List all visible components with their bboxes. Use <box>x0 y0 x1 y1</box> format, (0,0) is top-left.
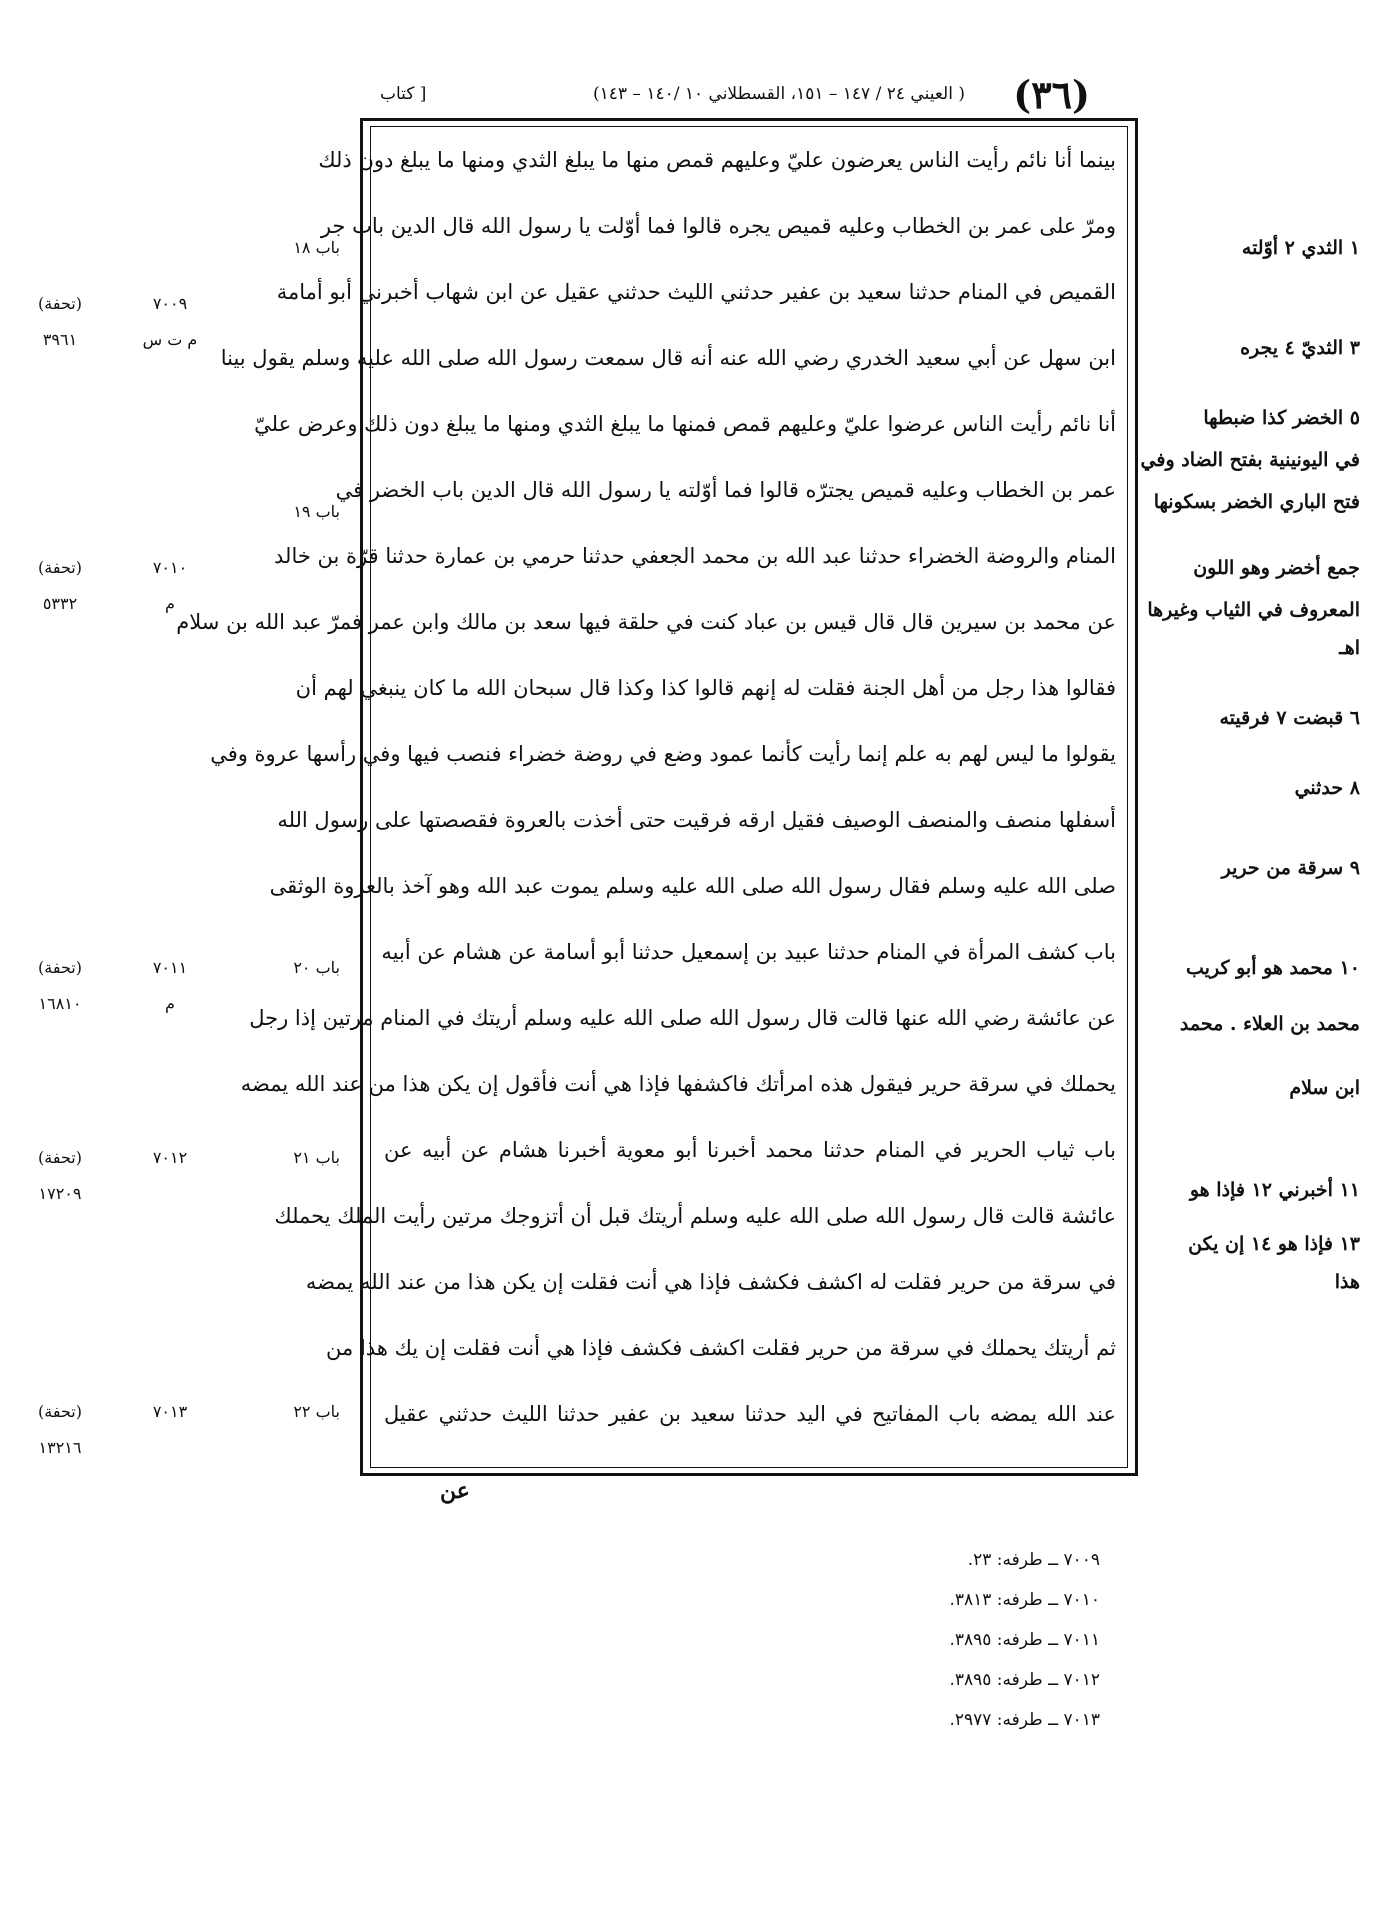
footnote: ٧٠١٠ ــ طرفه: ٣٨١٣. <box>949 1590 1100 1610</box>
running-title: ( العيني ٢٤ / ١٤٧ – ١٥١، القسطلاني ١٠ /١٤٠ – ١٤٣) <box>592 84 965 104</box>
text-line: بينما أنا نائم رأيت الناس يعرضون عليّ وعليهم قمص منها ما يبلغ الثدي ومنها ما يبلغ دون ذلك <box>318 148 1116 172</box>
hadith-number: ٧٠١٢ <box>152 1148 188 1167</box>
tuhfa-label: (تحفة) <box>38 294 82 313</box>
margin-note: المعروف في الثياب وغيرها <box>1147 599 1360 621</box>
margin-note: ٦ قبضت ٧ فرقيته <box>1219 707 1360 729</box>
hadith-collections: م <box>165 594 175 613</box>
footnote: ٧٠١١ ــ طرفه: ٣٨٩٥. <box>949 1630 1100 1650</box>
footnote: ٧٠١٢ ــ طرفه: ٣٨٩٥. <box>949 1670 1100 1690</box>
book-word: [ كتاب <box>380 84 427 104</box>
hadith-number: ٧٠١١ <box>152 958 188 977</box>
hadith-collections: م <box>165 994 175 1013</box>
bab-ref-row <box>0 958 350 1013</box>
text-line: ثم أريتك يحملك في سرقة من حرير فقلت اكشف فكشف فإذا هي أنت فقلت إن يك هذا من <box>326 1336 1116 1360</box>
footnote: ٧٠١٣ ــ طرفه: ٢٩٧٧. <box>949 1710 1100 1730</box>
tuhfa-number: ٥٣٣٢ <box>42 594 78 613</box>
tuhfa-number: ١٣٢١٦ <box>38 1438 82 1457</box>
margin-note: ابن سلام <box>1289 1077 1360 1099</box>
left-reference-column <box>0 0 350 1500</box>
tuhfa-number: ٣٩٦١ <box>42 330 78 349</box>
margin-note: جمع أخضر وهو اللون <box>1193 557 1360 579</box>
text-line: عائشة قالت قال رسول الله صلى الله عليه وسلم أريتك قبل أن أتزوجك مرتين رأيت الملك يحملك <box>274 1204 1116 1228</box>
tuhfa-label: (تحفة) <box>38 1402 82 1421</box>
text-line: المنام والروضة الخضراء حدثنا عبد الله بن محمد الجعفي حدثنا حرمي بن عمارة حدثنا قرّة بن خالد <box>274 544 1116 568</box>
bab-ref-row <box>0 238 350 349</box>
tuhfa-label: (تحفة) <box>38 958 82 977</box>
hadith-number: ٧٠١٠ <box>152 558 188 577</box>
margin-note: ١١ أخبرني ١٢ فإذا هو <box>1189 1179 1360 1201</box>
hadith-number: ٧٠٠٩ <box>152 294 188 313</box>
bab-number: باب ١٩ <box>293 502 340 521</box>
text-line: عمر بن الخطاب وعليه قميص يجترّه قالوا فما أوّلته يا رسول الله قال الدين باب الخضر في <box>335 478 1116 502</box>
margin-note: في اليونينية بفتح الضاد وفي <box>1140 449 1360 471</box>
margin-note: هذا <box>1334 1271 1360 1293</box>
text-line: باب كشف المرأة في المنام حدثنا عبيد بن إسمعيل حدثنا أبو أسامة عن هشام عن أبيه <box>381 940 1116 964</box>
text-line: ومرّ على عمر بن الخطاب وعليه قميص يجره قالوا فما أوّلت يا رسول الله قال الدين باب جر <box>320 214 1116 238</box>
text-line: يحملك في سرقة حرير فيقول هذه امرأتك فاكشفها فإذا هي أنت فأقول إن يكن هذا من عند الله يمضه <box>240 1072 1116 1096</box>
tuhfa-label: (تحفة) <box>38 558 82 577</box>
bab-number: باب ٢٢ <box>293 1402 340 1421</box>
footnote: ٧٠٠٩ ــ طرفه: ٢٣. <box>967 1550 1100 1570</box>
margin-note: ٩ سرقة من حرير <box>1221 857 1360 879</box>
text-line: عن عائشة رضي الله عنها قالت قال رسول الله صلى الله عليه وسلم أريتك في المنام مرتين إذا رجل <box>249 1006 1116 1030</box>
text-line: فقالوا هذا رجل من أهل الجنة فقلت له إنهم قالوا كذا وكذا قال سبحان الله ما كان ينبغي لهم أن <box>295 676 1116 700</box>
bab-ref-row <box>0 1402 350 1457</box>
tuhfa-number: ١٧٢٠٩ <box>38 1184 82 1203</box>
margin-note: ١ الثدي ٢ أوّلته <box>1241 237 1360 259</box>
margin-note: ٣ الثديّ ٤ يجره <box>1240 337 1360 359</box>
catchword: عن <box>440 1478 470 1504</box>
text-line: أنا نائم رأيت الناس عرضوا عليّ وعليهم قمص فمنها ما يبلغ الثدي ومنها ما يبلغ دون ذلك وعرض عليّ <box>254 412 1116 436</box>
bab-ref-row <box>0 1148 350 1203</box>
margin-note: اهـ <box>1339 637 1360 659</box>
bab-number: باب ١٨ <box>293 238 340 257</box>
text-line: القميص في المنام حدثنا سعيد بن عفير حدثني الليث حدثني عقيل عن ابن شهاب أخبرني أبو أمامة <box>276 280 1116 304</box>
text-line: باب ثياب الحرير في المنام حدثنا محمد أخبرنا أبو معوية أخبرنا هشام عن أبيه عن <box>384 1138 1116 1162</box>
text-line: ابن سهل عن أبي سعيد الخدري رضي الله عنه أنه قال سمعت رسول الله صلى الله عليه وسلم يقول بينا <box>220 346 1116 370</box>
page-number: (٣٦) <box>1013 72 1090 117</box>
margin-note: ٨ حدثني <box>1294 777 1360 799</box>
margin-note: فتح الباري الخضر بسكونها <box>1153 491 1360 513</box>
bab-number: باب ٢١ <box>293 1148 340 1167</box>
margin-note: محمد بن العلاء . محمد <box>1179 1013 1360 1035</box>
margin-note: ٥ الخضر كذا ضبطها <box>1203 407 1360 429</box>
hadith-number: ٧٠١٣ <box>152 1402 188 1421</box>
margin-note: ١٠ محمد هو أبو كريب <box>1186 957 1360 979</box>
text-line: عن محمد بن سيرين قال قال قيس بن عباد كنت في حلقة فيها سعد بن مالك وابن عمر فمرّ عبد الله بن سلام <box>176 610 1116 634</box>
text-line: يقولوا ما ليس لهم به علم إنما رأيت كأنما عمود وضع في روضة خضراء فنصب فيها وفي رأسها عروة وفي <box>210 742 1116 766</box>
tuhfa-number: ١٦٨١٠ <box>38 994 82 1013</box>
text-line: صلى الله عليه وسلم فقال رسول الله صلى الله عليه وسلم يموت عبد الله وهو آخذ بالعروة الوثقى <box>269 874 1116 898</box>
margin-note: ١٣ فإذا هو ١٤ إن يكن <box>1188 1233 1360 1255</box>
hadith-collections: م ت س <box>142 330 198 349</box>
bab-ref-row <box>0 502 350 613</box>
bab-number: باب ٢٠ <box>293 958 340 977</box>
margin-notes <box>1140 190 1360 1330</box>
text-line: في سرقة من حرير فقلت له اكشف فكشف فإذا هي أنت فقلت إن يكن هذا من عند الله يمضه <box>305 1270 1116 1294</box>
text-line: عند الله يمضه باب المفاتيح في اليد حدثنا سعيد بن عفير حدثنا الليث حدثني عقيل <box>384 1402 1116 1426</box>
page-header <box>370 72 1090 118</box>
text-line: أسفلها منصف والمنصف الوصيف فقيل ارقه فرقيت حتى أخذت بالعروة فقصصتها على رسول الله <box>277 808 1116 832</box>
tuhfa-label: (تحفة) <box>38 1148 82 1167</box>
